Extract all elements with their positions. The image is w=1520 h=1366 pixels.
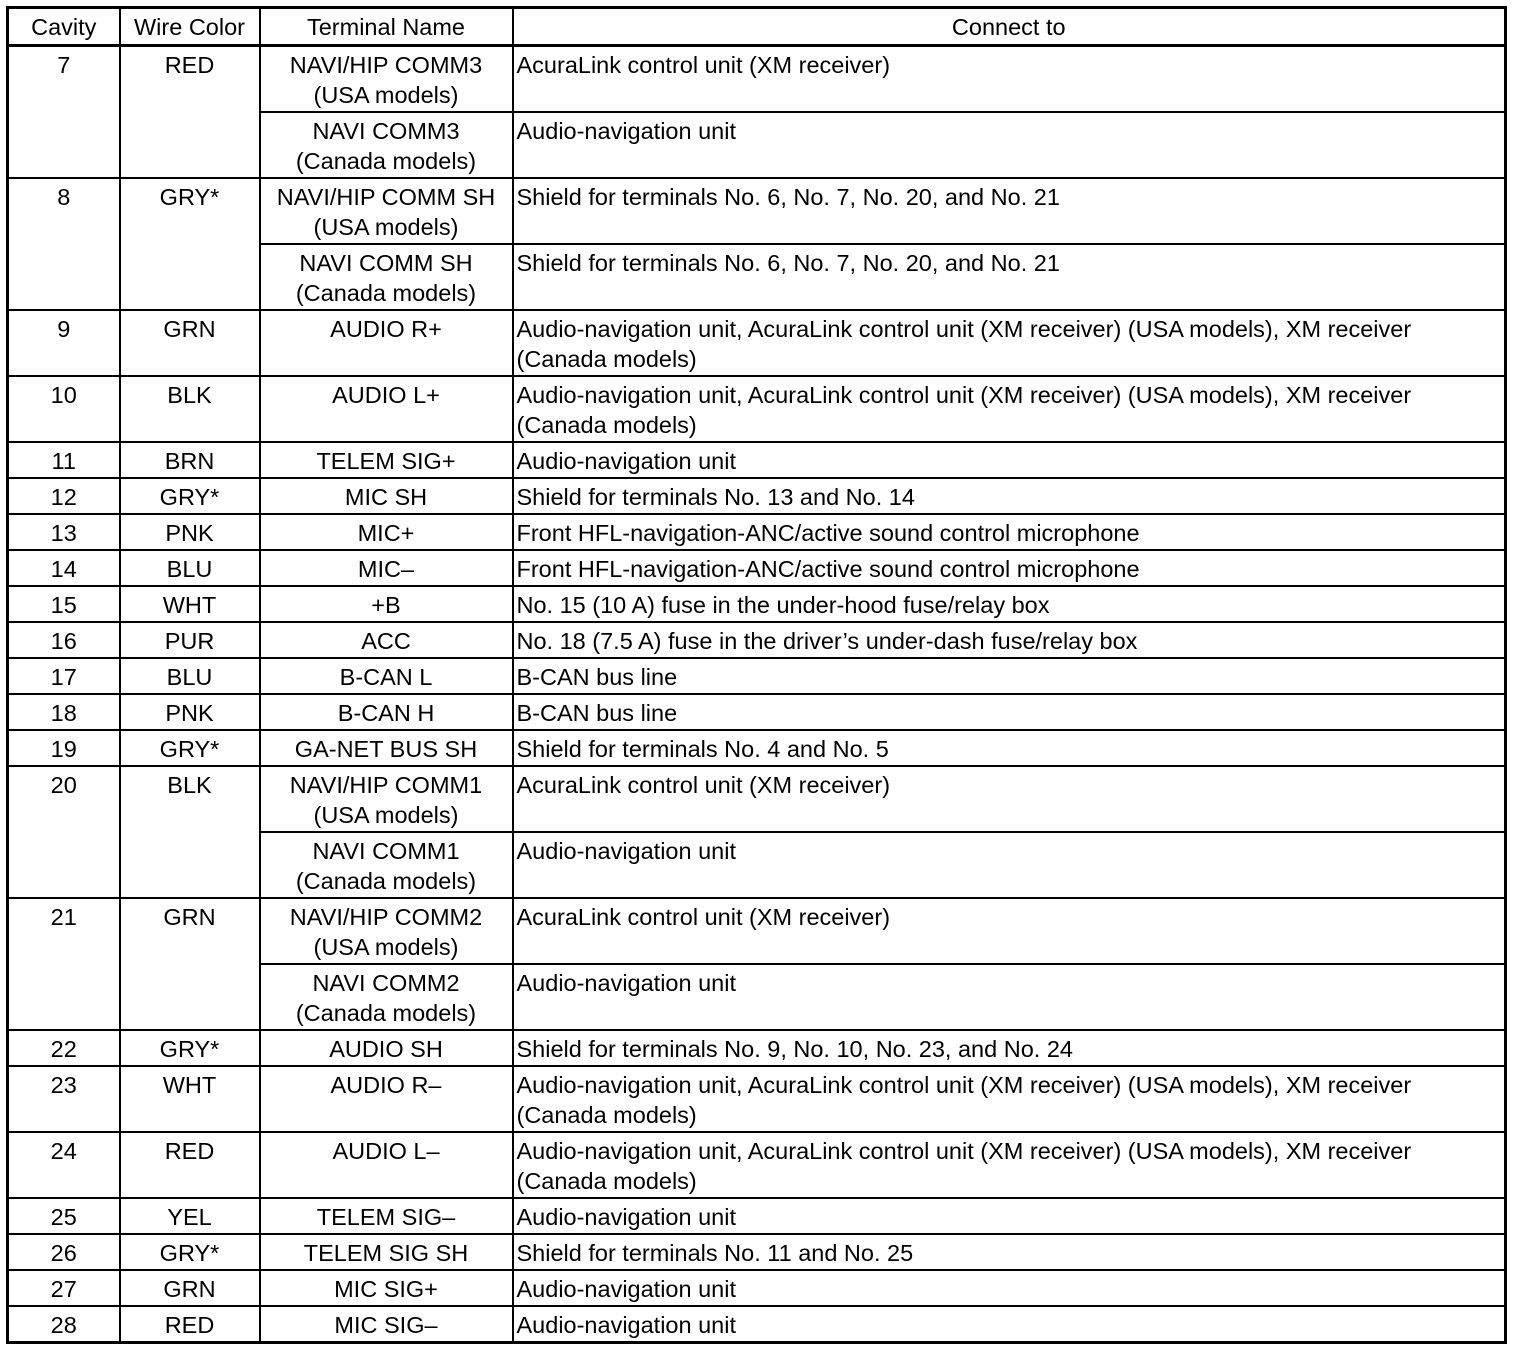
table-row xyxy=(8,694,1506,730)
cavity-cell: 26 xyxy=(8,1234,120,1270)
table-row xyxy=(8,550,1506,586)
cavity-cell: 25 xyxy=(8,1198,120,1234)
terminal-name-cell: +B xyxy=(260,586,513,622)
wire-color-cell: GRY* xyxy=(120,1030,260,1066)
connect-to-cell: Shield for terminals No. 9, No. 10, No. 23, and No. 24 xyxy=(513,1030,1506,1066)
terminal-name-cell: B-CAN L xyxy=(260,658,513,694)
terminal-name-cell: ACC xyxy=(260,622,513,658)
header-cavity: Cavity xyxy=(8,8,120,46)
wire-color-cell: BLK xyxy=(120,376,260,442)
connect-to-cell: AcuraLink control unit (XM receiver) xyxy=(513,46,1506,113)
cavity-cell: 21 xyxy=(8,898,120,1030)
table-row xyxy=(8,766,1506,832)
terminal-name-cell: AUDIO R– xyxy=(260,1066,513,1132)
cavity-cell: 15 xyxy=(8,586,120,622)
terminal-name-cell: NAVI/HIP COMM3 (USA models) xyxy=(260,46,513,113)
connect-to-cell: Audio-navigation unit xyxy=(513,1198,1506,1234)
connect-to-cell: Shield for terminals No. 11 and No. 25 xyxy=(513,1234,1506,1270)
connect-to-cell: Audio-navigation unit xyxy=(513,964,1506,1030)
wire-color-cell: BLU xyxy=(120,550,260,586)
wire-color-cell: BLK xyxy=(120,766,260,898)
connect-to-cell: AcuraLink control unit (XM receiver) xyxy=(513,766,1506,832)
wire-color-cell: RED xyxy=(120,1132,260,1198)
terminal-name-cell: AUDIO SH xyxy=(260,1030,513,1066)
wire-color-cell: GRY* xyxy=(120,478,260,514)
connect-to-cell: Audio-navigation unit, AcuraLink control unit (XM receiver) (USA models), XM receiver (Canada models) xyxy=(513,376,1506,442)
header-terminal-name: Terminal Name xyxy=(260,8,513,46)
connect-to-cell: Audio-navigation unit, AcuraLink control unit (XM receiver) (USA models), XM receiver (Canada models) xyxy=(513,1066,1506,1132)
terminal-name-cell: TELEM SIG– xyxy=(260,1198,513,1234)
table-row xyxy=(8,514,1506,550)
header-connect-to: Connect to xyxy=(513,8,1506,46)
cavity-cell: 8 xyxy=(8,178,120,310)
wire-color-cell: WHT xyxy=(120,1066,260,1132)
terminal-name-cell: TELEM SIG SH xyxy=(260,1234,513,1270)
cavity-cell: 24 xyxy=(8,1132,120,1198)
connect-to-cell: Audio-navigation unit xyxy=(513,832,1506,898)
cavity-cell: 16 xyxy=(8,622,120,658)
wire-color-cell: PNK xyxy=(120,694,260,730)
wire-color-cell: RED xyxy=(120,1306,260,1343)
wire-color-cell: GRN xyxy=(120,898,260,1030)
terminal-name-cell: AUDIO L+ xyxy=(260,376,513,442)
connect-to-cell: Shield for terminals No. 6, No. 7, No. 20, and No. 21 xyxy=(513,244,1506,310)
table-row xyxy=(8,1066,1506,1132)
wire-color-cell: GRN xyxy=(120,1270,260,1306)
table-row xyxy=(8,730,1506,766)
table-row xyxy=(8,1234,1506,1270)
connect-to-cell: AcuraLink control unit (XM receiver) xyxy=(513,898,1506,964)
terminal-name-cell: NAVI COMM3 (Canada models) xyxy=(260,112,513,178)
wire-color-cell: WHT xyxy=(120,586,260,622)
terminal-name-cell: B-CAN H xyxy=(260,694,513,730)
connect-to-cell: Shield for terminals No. 4 and No. 5 xyxy=(513,730,1506,766)
connect-to-cell: Audio-navigation unit xyxy=(513,442,1506,478)
table-row xyxy=(8,622,1506,658)
wire-color-cell: RED xyxy=(120,46,260,179)
table-row xyxy=(8,1198,1506,1234)
connect-to-cell: Front HFL-navigation-ANC/active sound control microphone xyxy=(513,550,1506,586)
connect-to-cell: Shield for terminals No. 13 and No. 14 xyxy=(513,478,1506,514)
connect-to-cell: Front HFL-navigation-ANC/active sound control microphone xyxy=(513,514,1506,550)
connect-to-cell: Audio-navigation unit, AcuraLink control unit (XM receiver) (USA models), XM receiver (Canada models) xyxy=(513,310,1506,376)
header-wire-color: Wire Color xyxy=(120,8,260,46)
terminal-name-cell: AUDIO L– xyxy=(260,1132,513,1198)
terminal-name-cell: NAVI COMM SH (Canada models) xyxy=(260,244,513,310)
terminal-name-cell: NAVI/HIP COMM1 (USA models) xyxy=(260,766,513,832)
connect-to-cell: Audio-navigation unit xyxy=(513,1270,1506,1306)
connect-to-cell: B-CAN bus line xyxy=(513,694,1506,730)
cavity-cell: 12 xyxy=(8,478,120,514)
wire-color-cell: YEL xyxy=(120,1198,260,1234)
table-row xyxy=(8,376,1506,442)
table-row xyxy=(8,478,1506,514)
cavity-cell: 20 xyxy=(8,766,120,898)
terminal-name-cell: MIC– xyxy=(260,550,513,586)
connect-to-cell: B-CAN bus line xyxy=(513,658,1506,694)
cavity-cell: 13 xyxy=(8,514,120,550)
terminal-name-cell: MIC SH xyxy=(260,478,513,514)
connect-to-cell: Audio-navigation unit xyxy=(513,1306,1506,1343)
cavity-cell: 22 xyxy=(8,1030,120,1066)
cavity-cell: 23 xyxy=(8,1066,120,1132)
table-row xyxy=(8,1270,1506,1306)
terminal-name-cell: TELEM SIG+ xyxy=(260,442,513,478)
terminal-name-cell: MIC SIG– xyxy=(260,1306,513,1343)
wire-color-cell: GRN xyxy=(120,310,260,376)
cavity-cell: 19 xyxy=(8,730,120,766)
table-row xyxy=(8,1306,1506,1343)
cavity-cell: 14 xyxy=(8,550,120,586)
connect-to-cell: Shield for terminals No. 6, No. 7, No. 20, and No. 21 xyxy=(513,178,1506,244)
table-row xyxy=(8,310,1506,376)
terminal-name-cell: AUDIO R+ xyxy=(260,310,513,376)
terminal-name-cell: NAVI/HIP COMM2 (USA models) xyxy=(260,898,513,964)
table-row xyxy=(8,898,1506,964)
terminal-name-cell: NAVI COMM2 (Canada models) xyxy=(260,964,513,1030)
wire-color-cell: GRY* xyxy=(120,1234,260,1270)
cavity-cell: 27 xyxy=(8,1270,120,1306)
cavity-cell: 11 xyxy=(8,442,120,478)
connect-to-cell: No. 18 (7.5 A) fuse in the driver’s under-dash fuse/relay box xyxy=(513,622,1506,658)
table-row xyxy=(8,178,1506,244)
cavity-cell: 9 xyxy=(8,310,120,376)
table-row xyxy=(8,46,1506,113)
terminal-name-cell: MIC SIG+ xyxy=(260,1270,513,1306)
table-row xyxy=(8,586,1506,622)
terminal-name-cell: NAVI COMM1 (Canada models) xyxy=(260,832,513,898)
connect-to-cell: Audio-navigation unit xyxy=(513,112,1506,178)
terminal-name-cell: MIC+ xyxy=(260,514,513,550)
cavity-cell: 10 xyxy=(8,376,120,442)
wire-color-cell: GRY* xyxy=(120,178,260,310)
wire-color-cell: BRN xyxy=(120,442,260,478)
terminal-name-cell: NAVI/HIP COMM SH (USA models) xyxy=(260,178,513,244)
connector-pinout-table xyxy=(6,6,1507,1344)
cavity-cell: 7 xyxy=(8,46,120,179)
wire-color-cell: PUR xyxy=(120,622,260,658)
header-row xyxy=(8,8,1506,46)
table-row xyxy=(8,1030,1506,1066)
table-row xyxy=(8,1132,1506,1198)
terminal-name-cell: GA-NET BUS SH xyxy=(260,730,513,766)
cavity-cell: 18 xyxy=(8,694,120,730)
wire-color-cell: BLU xyxy=(120,658,260,694)
table-row xyxy=(8,442,1506,478)
cavity-cell: 17 xyxy=(8,658,120,694)
connect-to-cell: No. 15 (10 A) fuse in the under-hood fuse/relay box xyxy=(513,586,1506,622)
cavity-cell: 28 xyxy=(8,1306,120,1343)
wire-color-cell: PNK xyxy=(120,514,260,550)
connect-to-cell: Audio-navigation unit, AcuraLink control unit (XM receiver) (USA models), XM receiver (Canada models) xyxy=(513,1132,1506,1198)
table-row xyxy=(8,658,1506,694)
wire-color-cell: GRY* xyxy=(120,730,260,766)
